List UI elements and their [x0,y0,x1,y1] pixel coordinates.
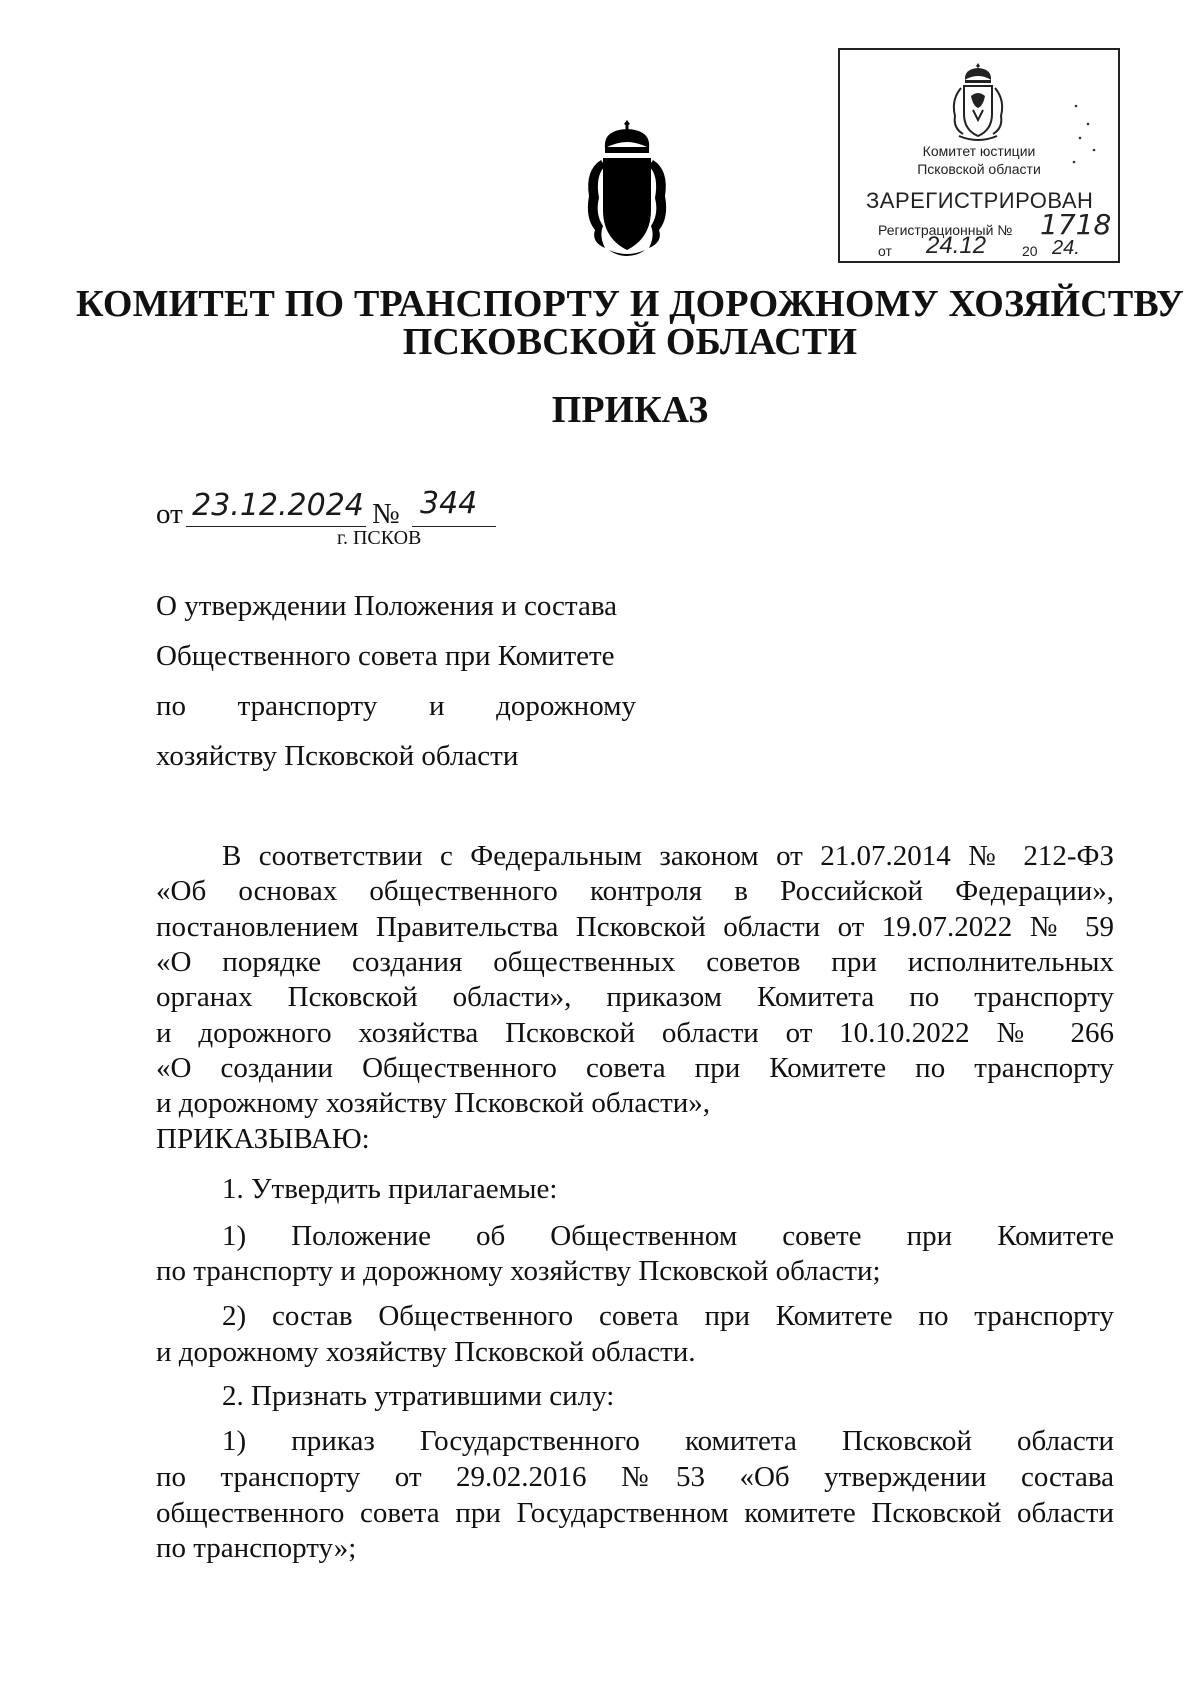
subject-line: Общественного совета при Комитете [156,640,615,672]
stamp-reg-number-value: 1718 [1040,208,1112,241]
coat-of-arms-emblem [565,118,690,258]
registration-stamp [838,48,1120,263]
body-line: 1. Утвердить прилагаемые: [222,1173,558,1205]
date-label: от [156,498,183,530]
body-line: по транспорту от 29.02.2016 №53 «Об утверждении состава [156,1461,1114,1493]
stamp-reg-number-label: Регистрационный № [878,222,1013,238]
number-underline [412,526,496,527]
order-directive: ПРИКАЗЫВАЮ: [156,1123,370,1155]
body-line: и дорожному хозяйству Псковской области. [156,1336,696,1368]
body-line: 1) Положение об Общественном совете при Комитете [222,1220,1114,1252]
body-line: по транспорту и дорожному хозяйству Псковской области; [156,1255,881,1287]
body-line: и дорожному хозяйству Псковской области», [156,1087,711,1119]
stamp-date-day-month: 24.12 [926,232,987,259]
body-line: В соответствии с Федеральным законом от 21.07.2014 № 212-ФЗ [222,840,1114,872]
body-line: «О порядке создания общественных советов при исполнительных [156,946,1114,978]
subject-line: хозяйству Псковской области [156,740,519,772]
city-label: г. ПСКОВ [337,527,422,549]
body-line: по транспорту»; [156,1532,357,1564]
stamp-date-year-prefix: 20 [1022,243,1038,259]
body-line: постановлением Правительства Псковской области от 19.07.2022 № 59 [156,911,1114,943]
stamp-date-year-suffix: 24. [1052,237,1080,259]
body-line: 2) состав Общественного совета при Комитете по транспорту [222,1300,1114,1332]
subject-line: О утверждении Положения и состава [156,590,618,622]
number-label: № [372,498,400,530]
stamp-emblem-icon [943,60,1013,142]
body-line: и дорожного хозяйства Псковской области от 10.10.2022 № 266 [156,1017,1114,1049]
order-number: 344 [420,486,478,521]
body-line: 1) приказ Государственного комитета Псковской области [222,1425,1114,1457]
stamp-region-line: Псковской области [917,161,1041,177]
stamp-committee-line: Комитет юстиции [922,143,1036,159]
org-title-line2: ПСКОВСКОЙ ОБЛАСТИ [402,321,858,363]
body-line: органах Псковской области», приказом Комитета по транспорту [156,981,1114,1013]
stamp-registered-label: ЗАРЕГИСТРИРОВАН [866,188,1094,213]
body-line: «О создании Общественного совета при Комитете по транспорту [156,1052,1114,1084]
body-line: «Об основах общественного контроля в Российской Федерации», [156,875,1114,907]
org-title-line1: КОМИТЕТ ПО ТРАНСПОРТУ И ДОРОЖНОМУ ХОЗЯЙСТВУ [76,283,1184,325]
document-type-title: ПРИКАЗ [551,389,709,431]
subject-line: по транспорту и дорожному [156,690,636,722]
stamp-date-label: от [878,243,892,259]
order-date: 23.12.2024 [192,488,364,523]
body-line: общественного совета при Государственном комитете Псковской области [156,1497,1114,1529]
body-line: 2. Признать утратившими силу: [222,1380,615,1412]
